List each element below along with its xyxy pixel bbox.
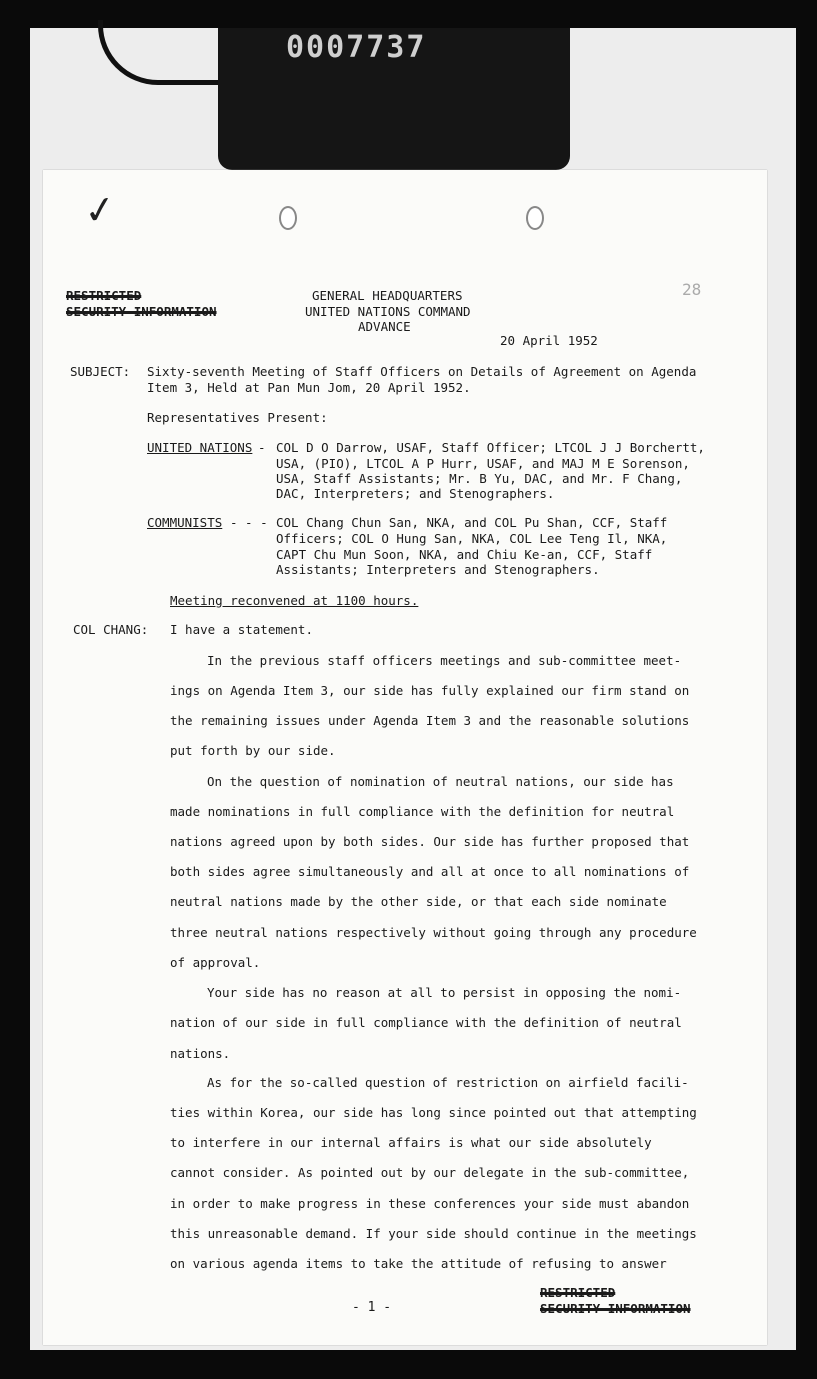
statement-line: made nominations in full compliance with the definition for neutral	[170, 804, 675, 819]
statement-line: three neutral nations respectively without going through any procedure	[170, 925, 697, 940]
statement-line: cannot consider. As pointed out by our delegate in the sub-committee,	[170, 1165, 690, 1180]
statement-line: the remaining issues under Agenda Item 3 and the reasonable solutions	[170, 713, 690, 728]
statement-line: nations.	[170, 1046, 231, 1061]
statement-line: nation of our side in full compliance with the definition of neutral	[170, 1015, 682, 1030]
subject-label: SUBJECT:	[70, 364, 131, 379]
representatives-heading: Representatives Present:	[147, 410, 328, 425]
speaker-label: COL CHANG:	[73, 622, 149, 637]
statement-line: On the question of nomination of neutral nations, our side has	[207, 774, 674, 789]
classification-bottom-2: SECURITY INFORMATION	[540, 1301, 691, 1316]
page-number: - 1 -	[352, 1300, 392, 1315]
communists-line: Officers; COL O Hung San, NKA, COL Lee Teng Il, NKA,	[276, 531, 668, 546]
un-label: UNITED NATIONS	[147, 440, 253, 455]
stamp-number: 0007737	[286, 30, 427, 65]
communists-line: COL Chang Chun San, NKA, and COL Pu Shan, CCF, Staff	[276, 515, 668, 530]
statement-line: As for the so-called question of restriction on airfield facili-	[207, 1075, 689, 1090]
statement-line: both sides agree simultaneously and all at once to all nominations of	[170, 864, 690, 879]
subject-line1: Sixty-seventh Meeting of Staff Officers on Details of Agreement on Agenda	[147, 364, 697, 379]
punch-hole	[526, 206, 544, 230]
statement-line: nations agreed upon by both sides. Our side has further proposed that	[170, 834, 690, 849]
statement-line: Your side has no reason at all to persist in opposing the nomi-	[207, 985, 682, 1000]
statement-line: this unreasonable demand. If your side should continue in the meetings	[170, 1226, 697, 1241]
statement-line: ings on Agenda Item 3, our side has fully explained our firm stand on	[170, 683, 690, 698]
un-line: COL D O Darrow, USAF, Staff Officer; LTCOL J J Borchertt,	[276, 440, 705, 455]
communists-line: Assistants; Interpreters and Stenographers.	[276, 562, 600, 577]
checkmark-icon: ✓	[81, 185, 119, 235]
header-date: 20 April 1952	[500, 333, 598, 348]
meeting-reconvened: Meeting reconvened at 1100 hours.	[170, 593, 419, 608]
punch-hole	[279, 206, 297, 230]
statement-line: of approval.	[170, 955, 261, 970]
communists-dash: - - -	[230, 515, 268, 530]
communists-label: COMMUNISTS	[147, 515, 223, 530]
statement-line: to interfere in our internal affairs is what our side absolutely	[170, 1135, 652, 1150]
classification-top-1: RESTRICTED	[66, 288, 142, 303]
un-line: USA, Staff Assistants; Mr. B Yu, DAC, and Mr. F Chang,	[276, 471, 683, 486]
un-line: USA, (PIO), LTCOL A P Hurr, USAF, and MAJ M E Sorenson,	[276, 456, 690, 471]
header-line1: GENERAL HEADQUARTERS	[312, 288, 463, 303]
statement-line: In the previous staff officers meetings and sub-committee meet-	[207, 653, 682, 668]
statement-opening: I have a statement.	[170, 622, 313, 637]
statement-line: neutral nations made by the other side, or that each side nominate	[170, 894, 667, 909]
corner-mark: 28	[682, 280, 702, 299]
statement-line: put forth by our side.	[170, 743, 336, 758]
un-line: DAC, Interpreters; and Stenographers.	[276, 486, 555, 501]
header-line2: UNITED NATIONS COMMAND	[305, 304, 471, 319]
statement-line: in order to make progress in these conferences your side must abandon	[170, 1196, 690, 1211]
classification-top-2: SECURITY INFORMATION	[66, 304, 217, 319]
classification-bottom-1: RESTRICTED	[540, 1285, 616, 1300]
statement-line: on various agenda items to take the attitude of refusing to answer	[170, 1256, 667, 1271]
un-dash: -	[258, 440, 266, 455]
statement-line: ties within Korea, our side has long since pointed out that attempting	[170, 1105, 697, 1120]
communists-line: CAPT Chu Mun Soon, NKA, and Chiu Ke-an, CCF, Staff	[276, 547, 653, 562]
subject-line2: Item 3, Held at Pan Mun Jom, 20 April 1952.	[147, 380, 471, 395]
header-line3: ADVANCE	[358, 319, 411, 334]
